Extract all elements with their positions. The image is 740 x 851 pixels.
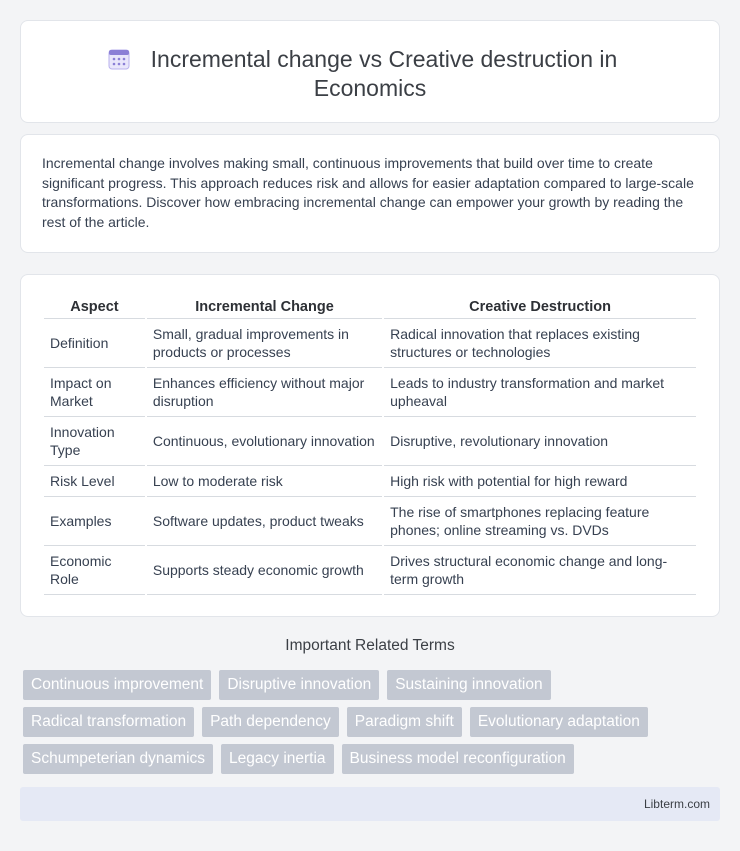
related-term-tag[interactable]: Path dependency [202,707,339,737]
cell-creative: Disruptive, revolutionary innovation [384,417,696,466]
related-term-tag[interactable]: Paradigm shift [347,707,462,737]
related-term-tag[interactable]: Disruptive innovation [219,670,379,700]
title-card [20,20,720,123]
description-text: Incremental change involves making small, continuous improvements that build over time to create significant progress. This approach reduces risk and allows for easier adaptation compared to large-scale transformations. Discover how embracing incremental change can empower your growth by reading the rest of the article. [42,155,694,230]
table-row [44,319,696,368]
table-row [44,466,696,497]
comparison-card [20,274,720,617]
title-line-1: Incremental change vs Creative destruction in [150,46,618,72]
related-terms-title: Important Related Terms [285,637,455,654]
page-title [21,45,719,103]
comparison-table [42,295,698,595]
footer [20,787,720,821]
cell-aspect: Risk Level [44,466,145,497]
cell-creative: Leads to industry transformation and market upheaval [384,368,696,417]
table-row [44,417,696,466]
table-row [44,368,696,417]
cell-creative: Drives structural economic change and long-term growth [384,546,696,595]
cell-creative: The rise of smartphones replacing feature phones; online streaming vs. DVDs [384,497,696,546]
table-row [44,497,696,546]
cell-aspect: Impact on Market [44,368,145,417]
cell-incremental: Continuous, evolutionary innovation [147,417,382,466]
related-term-tag[interactable]: Radical transformation [23,707,194,737]
related-term-tag[interactable]: Sustaining innovation [387,670,550,700]
cell-aspect: Innovation Type [44,417,145,466]
cell-aspect: Examples [44,497,145,546]
related-term-tag[interactable]: Legacy inertia [221,744,334,774]
header-creative: Creative Destruction [384,295,696,319]
title-line-2: Economics [313,75,427,101]
header-incremental: Incremental Change [147,295,382,319]
related-term-tag[interactable]: Schumpeterian dynamics [23,744,213,774]
description-card [20,134,720,253]
cell-incremental: Small, gradual improvements in products or processes [147,319,382,368]
cell-incremental: Low to moderate risk [147,466,382,497]
cell-creative: Radical innovation that replaces existing structures or technologies [384,319,696,368]
related-term-tag[interactable]: Continuous improvement [23,670,211,700]
header-aspect: Aspect [44,295,145,319]
cell-incremental: Supports steady economic growth [147,546,382,595]
table-row [44,546,696,595]
related-term-tag[interactable]: Business model reconfiguration [342,744,574,774]
footer-site-link[interactable]: Libterm.com [643,797,710,811]
cell-incremental: Software updates, product tweaks [147,497,382,546]
related-terms-list [23,670,683,774]
cell-incremental: Enhances efficiency without major disruption [147,368,382,417]
cell-creative: High risk with potential for high reward [384,466,696,497]
table-header-row [44,295,696,319]
cell-aspect: Definition [44,319,145,368]
related-term-tag[interactable]: Evolutionary adaptation [470,707,648,737]
cell-aspect: Economic Role [44,546,145,595]
